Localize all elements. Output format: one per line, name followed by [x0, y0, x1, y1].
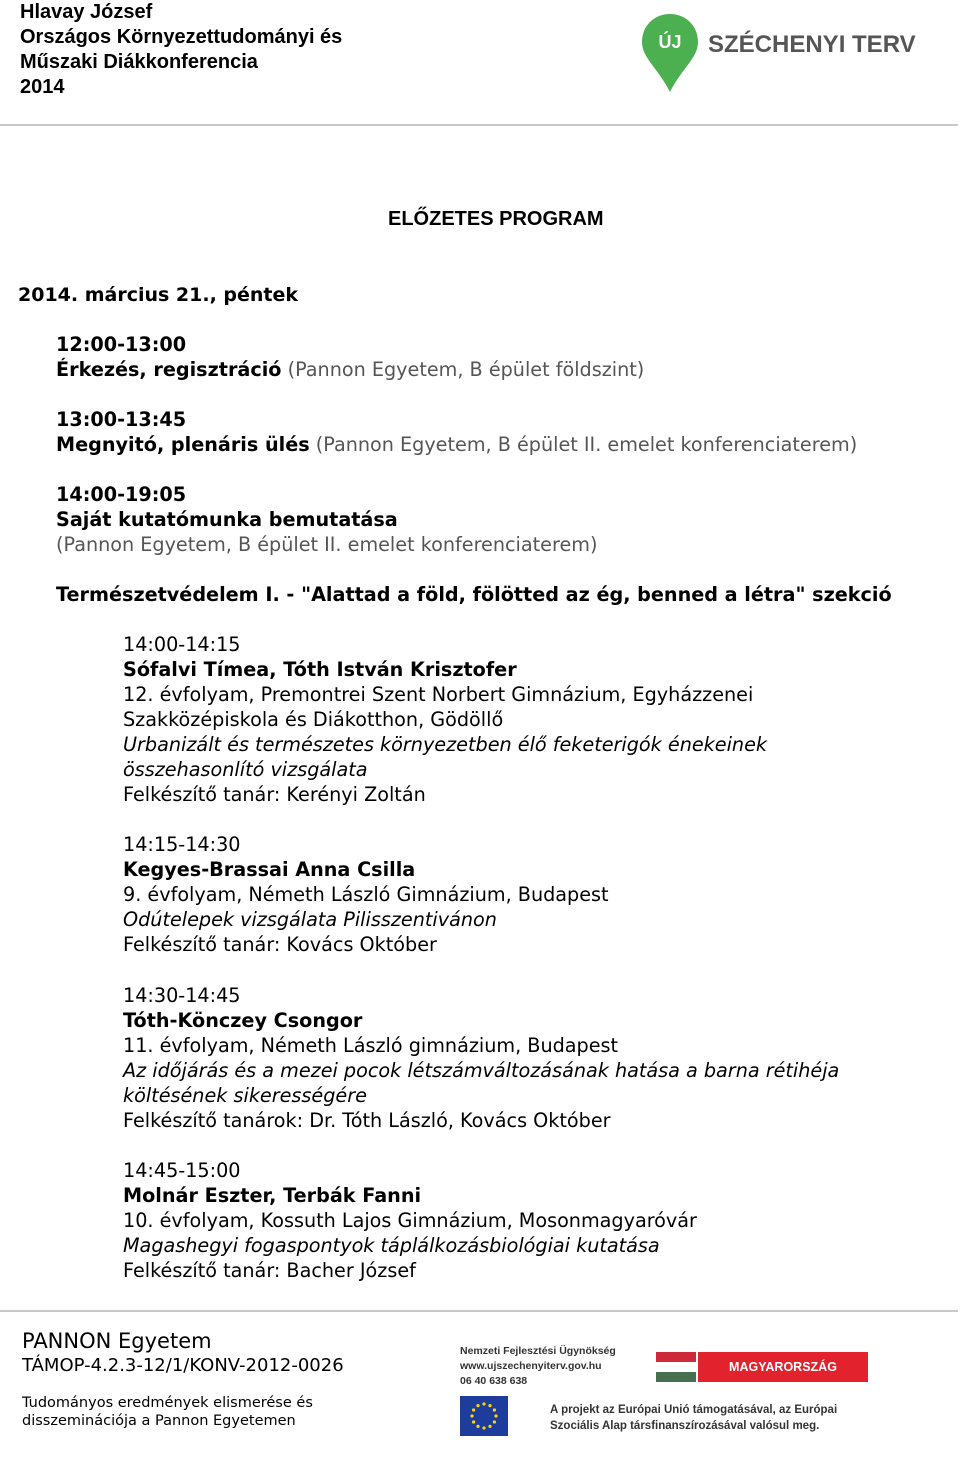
- hungarian-flag-icon: [656, 1352, 696, 1382]
- program-place: (Pannon Egyetem, B épület II. emelet konferenciaterem): [56, 533, 598, 556]
- program-time: 14:00-19:05: [56, 483, 187, 506]
- logo-text: SZÉCHENYI TERV: [708, 31, 916, 58]
- header-line: Hlavay József: [20, 1, 153, 23]
- section-title: Természetvédelem I. - "Alattad a föld, fölötted az ég, benned a létra" szekció: [56, 583, 892, 606]
- talk-title: Magashegyi fogaspontyok táplálkozásbiológiai kutatása: [123, 1234, 660, 1257]
- footer-university: PANNON Egyetem: [22, 1329, 212, 1353]
- program-place: (Pannon Egyetem, B épület földszint): [281, 358, 645, 381]
- talk-item: [123, 1158, 697, 1283]
- logo-badge: ÚJ: [658, 32, 682, 52]
- magyarorszag-megujul-banner: MAGYARORSZÁG MEGÚJUL: [698, 1352, 868, 1382]
- talk-school: Szakközépiskola és Diákotthon, Gödöllő: [123, 708, 504, 731]
- program-place: (Pannon Egyetem, B épület II. emelet konferenciaterem): [309, 433, 858, 456]
- header-line: 2014: [20, 76, 65, 98]
- program-title: Saját kutatómunka bemutatása: [56, 508, 398, 531]
- talk-teacher: Felkészítő tanár: Kovács Október: [123, 933, 437, 956]
- footer-desc: Tudományos eredmények elismerése és: [22, 1395, 313, 1411]
- program-title: Érkezés, regisztráció: [56, 358, 282, 381]
- program-time: 13:00-13:45: [56, 408, 187, 431]
- talk-time: 14:30-14:45: [123, 984, 241, 1007]
- footer-divider: [0, 1310, 958, 1312]
- program-date: 2014. március 21., péntek: [18, 284, 299, 306]
- eu-flag-icon: [460, 1396, 508, 1436]
- szechenyi-terv-logo: [640, 12, 940, 96]
- talk-item: [123, 983, 839, 1133]
- talk-authors: Tóth-Könczey Csongor: [123, 1009, 363, 1032]
- conference-header: [20, 0, 342, 100]
- talk-school: 9. évfolyam, Németh László Gimnázium, Budapest: [123, 883, 609, 906]
- logo-pin-icon: [640, 12, 940, 96]
- talk-teacher: Felkészítő tanár: Kerényi Zoltán: [123, 783, 426, 806]
- talk-school: 12. évfolyam, Premontrei Szent Norbert Gimnázium, Egyházzenei: [123, 683, 754, 706]
- footer-info: [22, 1328, 344, 1430]
- funding-logos: [458, 1344, 878, 1446]
- talk-school: 11. évfolyam, Németh László gimnázium, Budapest: [123, 1034, 619, 1057]
- program-time: 12:00-13:00: [56, 333, 187, 356]
- header-line: Országos Környezettudományi és: [20, 26, 343, 48]
- nfu-name: Nemzeti Fejlesztési Ügynökség: [460, 1345, 616, 1357]
- header-divider: [0, 124, 958, 126]
- program-title: Megnyitó, plenáris ülés: [56, 433, 310, 456]
- talk-teacher: Felkészítő tanár: Bacher József: [123, 1259, 416, 1282]
- eu-text-line: A projekt az Európai Unió támogatásával, az Európai: [550, 1404, 838, 1416]
- talk-time: 14:15-14:30: [123, 833, 241, 856]
- talk-time: 14:00-14:15: [123, 633, 241, 656]
- nfu-info: [460, 1344, 616, 1389]
- talk-title: költésének sikerességére: [123, 1084, 367, 1107]
- talk-time: 14:45-15:00: [123, 1159, 241, 1182]
- talk-title: Odútelepek vizsgálata Pilisszentivánon: [123, 908, 497, 931]
- talk-school: 10. évfolyam, Kossuth Lajos Gimnázium, Mosonmagyaróvár: [123, 1209, 697, 1232]
- talk-teacher: Felkészítő tanárok: Dr. Tóth László, Kovács Október: [123, 1109, 611, 1132]
- program-item: [56, 482, 597, 557]
- footer-desc: disszeminációja a Pannon Egyetemen: [22, 1413, 296, 1429]
- nfu-url: www.ujszechenyiterv.gov.hu: [460, 1360, 602, 1372]
- eu-funding-text: [550, 1402, 837, 1434]
- talk-item: [123, 832, 609, 957]
- talk-authors: Kegyes-Brassai Anna Csilla: [123, 858, 416, 881]
- nfu-phone: 06 40 638 638: [460, 1375, 528, 1387]
- header-line: Műszaki Diákkonferencia: [20, 51, 258, 73]
- talk-authors: Sófalvi Tímea, Tóth István Krisztofer: [123, 658, 517, 681]
- talk-title: összehasonlító vizsgálata: [123, 758, 368, 781]
- talk-title: Urbanizált és természetes környezetben élő feketerigók énekeinek: [123, 733, 767, 756]
- eu-text-line: Szociális Alap társfinanszírozásával valósul meg.: [550, 1420, 820, 1432]
- program-item: [56, 407, 857, 457]
- page-title: ELŐZETES PROGRAM: [388, 208, 604, 230]
- talk-title: Az időjárás és a mezei pocok létszámváltozásának hatása a barna rétihéja: [123, 1059, 840, 1082]
- talk-item: [123, 632, 767, 807]
- program-item: [56, 332, 644, 382]
- footer-project-code: TÁMOP-4.2.3-12/1/KONV-2012-0026: [22, 1355, 344, 1376]
- talk-authors: Molnár Eszter, Terbák Fanni: [123, 1184, 422, 1207]
